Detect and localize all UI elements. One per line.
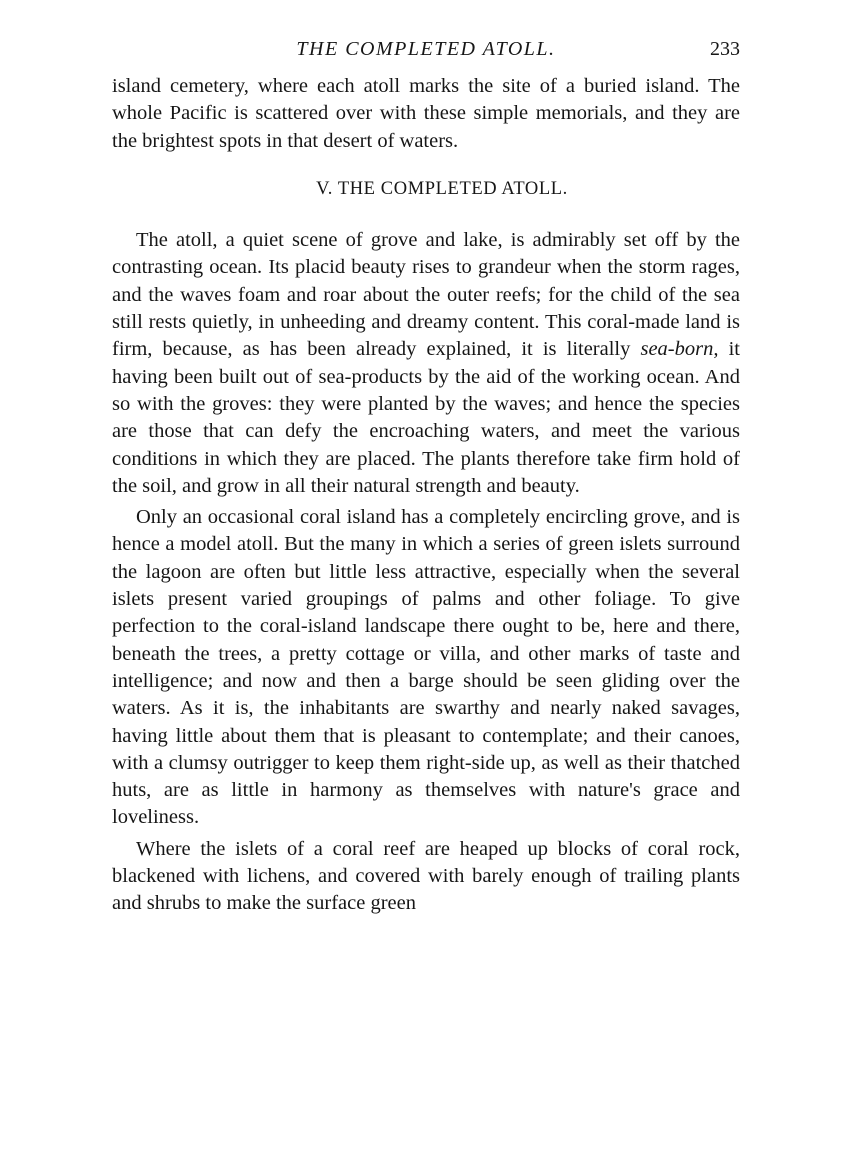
page-number: 233 <box>710 38 740 60</box>
paragraph-2: Only an occasional coral island has a completely encircling grove, and is hence a model atoll. But the many in which a series of green islets surround the lagoon are often but little less attractive, especially when the several islets present varied groupings of palms and other foliage. To give perfection to the coral-island landscape there ought to be, here and there, beneath the trees, a pretty cottage or villa, and other marks of taste and intelligence; and now and then a barge should be seen gliding over the waters. As it is, the inhabitants are swarthy and nearly naked savages, having little about them that is pleasant to contemplate; and their canoes, with a clumsy outrigger to keep them right-side up, as well as their thatched huts, are as little in harmony as themselves with nature's grace and loveliness. <box>112 506 740 829</box>
running-title: THE COMPLETED ATOLL. <box>296 38 556 60</box>
section-heading: V. THE COMPLETED ATOLL. <box>316 178 568 199</box>
paragraph-3: Where the islets of a coral reef are heaped up blocks of coral rock, blackened with lichens, and covered with barely enough of trailing plants and shrubs to make the surface green <box>112 837 740 915</box>
paragraph-1-italic: sea-born, <box>640 338 719 361</box>
running-head <box>112 38 740 66</box>
paragraph-1-text-b: it having been built out of sea-products by the aid of the working ocean. And so with the groves: they were planted by the waves; and hence the species are those that can defy the encroaching waters, and meet the various conditions in which they are placed. The plants therefore take firm hold of the soil, and grow in all their natural strength and beauty. <box>112 338 740 497</box>
body-text <box>112 73 740 918</box>
paragraph-1-text-a: The atoll, a quiet scene of grove and lake, is admirably set off by the contrasting ocean. Its placid beauty rises to grandeur when the storm rages, and the waves foam and roar about the outer reefs; for the child of the sea still rests quietly, in unheeding and dreamy content. This coral-made land is firm, because, as has been already explained, it is literally <box>112 229 740 361</box>
paragraph-1 <box>112 227 740 500</box>
continuation-paragraph: island cemetery, where each atoll marks the site of a buried island. The whole Pacific is scattered over with these simple memorials, and they are the brightest spots in that desert of waters. <box>112 75 740 152</box>
